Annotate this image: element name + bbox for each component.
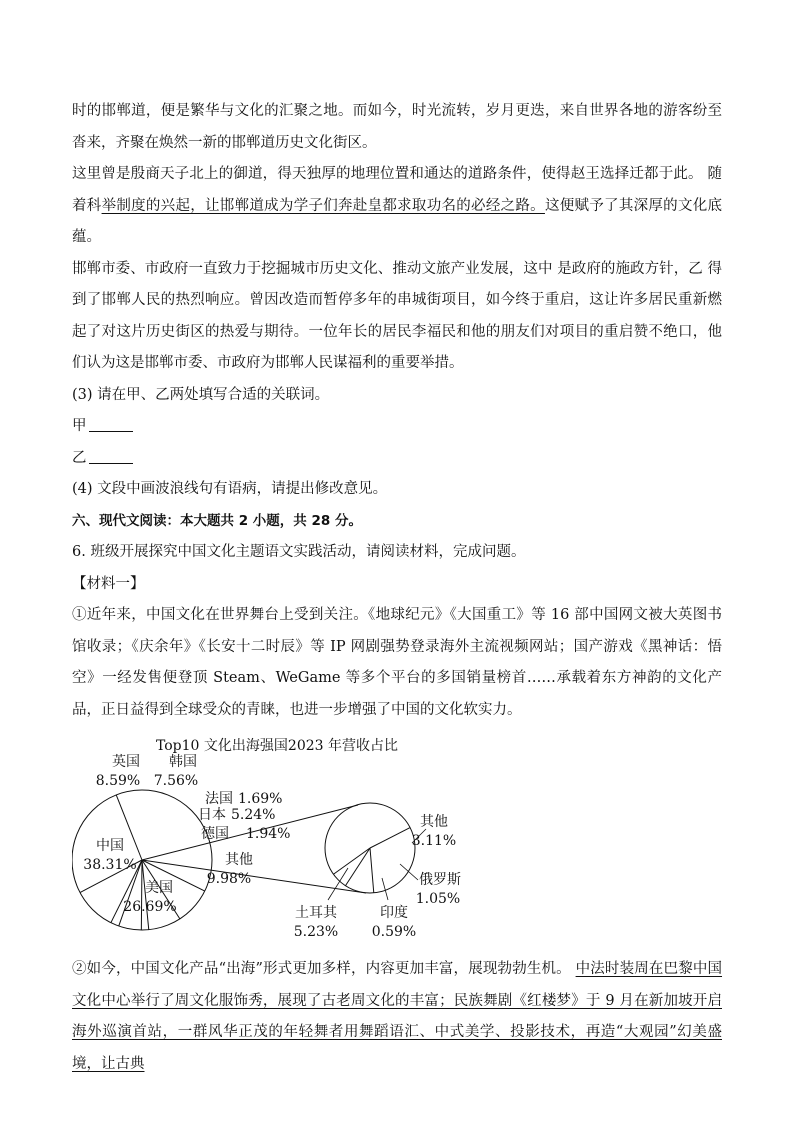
leader-line-俄罗斯: [400, 864, 418, 880]
paragraph-2-text-c: 这便赋予了其深厚的文化底蕴。: [72, 197, 723, 245]
material-1-paragraph-2: [72, 954, 722, 1080]
secondary-pie-slice-土耳其: [333, 848, 370, 874]
secondary-pie-slice-俄罗斯: [370, 848, 374, 893]
paragraph-1: 时的邯郸道，便是繁华与文化的汇聚之地。而如今，时光流转，岁月更迭，来自世界各地的游客纷至沓来，齐聚在焕然一新的邯郸道历史文化街区。: [72, 103, 722, 151]
main-value-德国: 1.94%: [246, 826, 291, 842]
main-value-英国: 8.59%: [95, 773, 141, 789]
material-1-paragraph-2-text: ②如今，中国文化产品“出海”形式更加多样，内容更加丰富，展现勃勃生机。: [72, 961, 576, 977]
leader-line-印度: [382, 878, 388, 900]
question-6: 6. 班级开展探究中国文化主题语文实践活动，请阅读材料，完成问题。: [72, 544, 526, 560]
section-heading: 六、现代文阅读：本大题共 2 小题，共 28 分。: [72, 512, 362, 529]
wavy-underlined-sentence: 举制度的兴起，让邯郸道成为学子们奔赴皇都求取功名的必经之路。: [101, 197, 545, 214]
secondary-label-土耳其: 土耳其: [295, 905, 337, 921]
secondary-value-土耳其: 5.23%: [293, 924, 339, 940]
chart-labels: [83, 753, 461, 940]
material-1-heading: 【材料一】: [72, 575, 145, 592]
leader-line-土耳其: [328, 868, 348, 900]
chart-svg: [72, 728, 722, 954]
question-3: (3) 请在甲、乙两处填写合适的关联词。: [72, 386, 330, 403]
main-value-韩国: 7.56%: [153, 773, 199, 789]
chart-title: Top10 文化出海强国2023 年营收占比: [156, 738, 398, 754]
paragraph-2: [72, 159, 722, 254]
secondary-value-印度: 0.59%: [371, 924, 417, 940]
material-1-paragraph-1: ①近年来，中国文化在世界舞台上受到关注。《地球纪元》《大国重工》等 16 部中国网文被大英图书馆收录；《庆余年》《长安十二时辰》等 IP 网剧强势登录海外主流视频网站；国产游戏《黑神话：悟空》一经发售便登顶 Steam、WeGame 等多个平台的多国销量榜首……承载着东方神韵的文化产品，正日益得到全球受众的青睐，也进一步增强了中国的文化软实力。: [72, 607, 722, 718]
main-label-英国: 英国: [112, 754, 140, 770]
secondary-label-俄罗斯: 俄罗斯: [419, 872, 461, 888]
answer-jia-blank[interactable]: [89, 417, 133, 432]
main-label-德国: 德国: [201, 826, 229, 842]
paragraph-2-text-a: 这里曾是殷商天子北上的御道，得天独厚的地理位置和通达的道路条件，使得赵王选择迁都于此。 随着科: [72, 166, 722, 214]
main-value-法国: 1.69%: [238, 791, 283, 807]
main-label-法国: 法国: [205, 791, 233, 807]
main-value-其他: 9.98%: [206, 871, 252, 887]
answer-jia-label: 甲: [72, 418, 87, 434]
answer-yi-blank[interactable]: [89, 449, 133, 464]
secondary-value-其他: 3.11%: [411, 833, 457, 849]
main-label-其他: 其他: [225, 852, 253, 868]
paragraph-3: 邯郸市委、市政府一直致力于挖掘城市历史文化、推动文旅产业发展，这中 是政府的施政方针，乙 得到了邯郸人民的热烈响应。曾因改造而暂停多年的串城街项目，如今终于重启，这让许多居民重新燃起了对这片历史街区的热爱与期待。一位年长的居民李福民和他的朋友们对项目的重启赞不绝口，他们认为这是邯郸市委、市政府为邯郸人民谋福利的重要举措。: [72, 260, 722, 371]
secondary-pie-slice-其他: [370, 828, 410, 848]
answer-yi-label: 乙: [72, 449, 87, 466]
secondary-pie-slice-印度: [345, 848, 370, 886]
underlined-sentence: 中法时装周在巴黎中国文化中心举行了周文化服饰秀，展现了古老周文化的丰富；民族舞剧《红楼梦》于 9 月在新加坡开启海外巡演首站，一群风华正茂的年轻舞者用舞蹈语汇、中式美学、投影技术，再造“大观园”幻美盛境，让古典: [72, 961, 723, 1072]
secondary-label-其他: 其他: [420, 814, 448, 830]
answer-yi: [72, 443, 722, 475]
main-value-美国: 26.69%: [123, 899, 177, 915]
secondary-label-印度: 印度: [380, 905, 408, 921]
main-label-美国: 美国: [145, 880, 173, 896]
pie-of-pie-chart: [72, 728, 722, 954]
answer-jia: [72, 411, 722, 443]
main-label-中国: 中国: [96, 838, 124, 854]
document-page: [72, 96, 722, 1080]
main-label-韩国: 韩国: [169, 754, 197, 770]
main-label-日本: 日本: [198, 807, 226, 823]
main-pie-slice-日本: [141, 860, 142, 930]
main-value-中国: 38.31%: [83, 857, 137, 873]
main-value-日本: 5.24%: [231, 807, 276, 823]
question-4: (4) 文段中画波浪线句有语病，请提出修改意见。: [72, 481, 388, 497]
secondary-pie: [325, 803, 415, 893]
secondary-value-俄罗斯: 1.05%: [415, 891, 461, 907]
